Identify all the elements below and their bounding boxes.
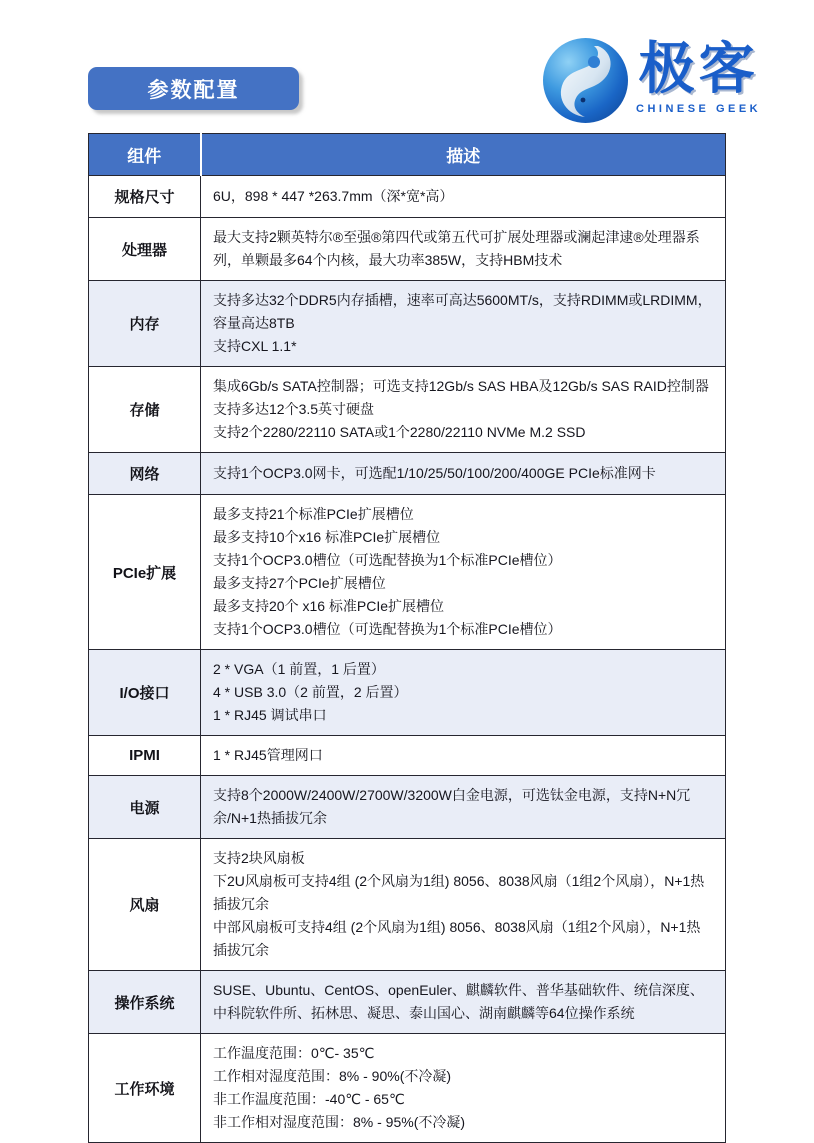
section-title-badge bbox=[88, 67, 299, 110]
brand-name-cn: 极客 bbox=[638, 37, 759, 100]
row-memory bbox=[89, 281, 726, 367]
section-title: 参数配置 bbox=[147, 78, 240, 102]
row-label: 内存 bbox=[89, 281, 201, 367]
col-header-component: 组件 bbox=[89, 134, 201, 176]
row-pcie-expansion bbox=[89, 495, 726, 650]
row-label: 工作环境 bbox=[89, 1034, 201, 1143]
row-label: 存储 bbox=[89, 367, 201, 453]
row-description: 最多支持21个标准PCIe扩展槽位 最多支持10个x16 标准PCIe扩展槽位 支持1个OCP3.0槽位（可选配替换为1个标准PCIe槽位） 最多支持27个PCIe扩展槽位 最多支持20个 x16 标准PCIe扩展槽位 支持1个OCP3.0槽位（可选配替换为1个标准PCIe槽位） bbox=[201, 495, 726, 650]
row-label: 处理器 bbox=[89, 218, 201, 281]
row-description: 支持8个2000W/2400W/2700W/3200W白金电源，可选钛金电源，支持N+N冗余/N+1热插拔冗余 bbox=[201, 776, 726, 839]
brand-logo bbox=[543, 38, 761, 123]
row-ipmi bbox=[89, 736, 726, 776]
row-label: 网络 bbox=[89, 453, 201, 495]
row-power bbox=[89, 776, 726, 839]
row-fans bbox=[89, 839, 726, 971]
row-operating-system bbox=[89, 971, 726, 1034]
spec-table bbox=[88, 133, 726, 1143]
row-description: 6U，898 * 447 *263.7mm（深*宽*高） bbox=[201, 176, 726, 218]
brand-text bbox=[636, 38, 761, 115]
row-description: 工作温度范围：0℃- 35℃ 工作相对湿度范围：8% - 90%(不冷凝) 非工作温度范围：-40℃ - 65℃ 非工作相对湿度范围：8% - 95%(不冷凝) bbox=[201, 1034, 726, 1143]
col-header-description: 描述 bbox=[201, 134, 726, 176]
row-dimensions bbox=[89, 176, 726, 218]
row-description: 支持1个OCP3.0网卡，可选配1/10/25/50/100/200/400GE PCIe标准网卡 bbox=[201, 453, 726, 495]
brand-name-en: CHINESE GEEK bbox=[636, 103, 762, 115]
row-label: 电源 bbox=[89, 776, 201, 839]
row-description: SUSE、Ubuntu、CentOS、openEuler、麒麟软件、普华基础软件、统信深度、中科院软件所、拓林思、凝思、泰山国心、湖南麒麟等64位操作系统 bbox=[201, 971, 726, 1034]
row-io-ports bbox=[89, 650, 726, 736]
row-description: 支持2块风扇板 下2U风扇板可支持4组 (2个风扇为1组) 8056、8038风扇（1组2个风扇），N+1热插拔冗余 中部风扇板可支持4组 (2个风扇为1组) 8056、8038风扇（1组2个风扇），N+1热插拔冗余 bbox=[201, 839, 726, 971]
row-environment bbox=[89, 1034, 726, 1143]
row-network bbox=[89, 453, 726, 495]
table-header-row bbox=[89, 134, 726, 176]
row-label: IPMI bbox=[89, 736, 201, 776]
row-processor bbox=[89, 218, 726, 281]
row-storage bbox=[89, 367, 726, 453]
row-label: 规格尺寸 bbox=[89, 176, 201, 218]
row-description: 最大支持2颗英特尔®至强®第四代或第五代可扩展处理器或澜起津逮®处理器系列，单颗最多64个内核，最大功率385W，支持HBM技术 bbox=[201, 218, 726, 281]
geek-sphere-icon bbox=[543, 38, 628, 123]
row-description: 1 * RJ45管理网口 bbox=[201, 736, 726, 776]
row-label: PCIe扩展 bbox=[89, 495, 201, 650]
row-description: 集成6Gb/s SATA控制器；可选支持12Gb/s SAS HBA及12Gb/s SAS RAID控制器 支持多达12个3.5英寸硬盘 支持2个2280/22110 SATA或1个2280/22110 NVMe M.2 SSD bbox=[201, 367, 726, 453]
row-description: 支持多达32个DDR5内存插槽，速率可高达5600MT/s，支持RDIMM或LRDIMM，容量高达8TB 支持CXL 1.1* bbox=[201, 281, 726, 367]
row-label: 风扇 bbox=[89, 839, 201, 971]
row-label: 操作系统 bbox=[89, 971, 201, 1034]
row-label: I/O接口 bbox=[89, 650, 201, 736]
row-description: 2 * VGA（1 前置，1 后置） 4 * USB 3.0（2 前置，2 后置） 1 * RJ45 调试串口 bbox=[201, 650, 726, 736]
